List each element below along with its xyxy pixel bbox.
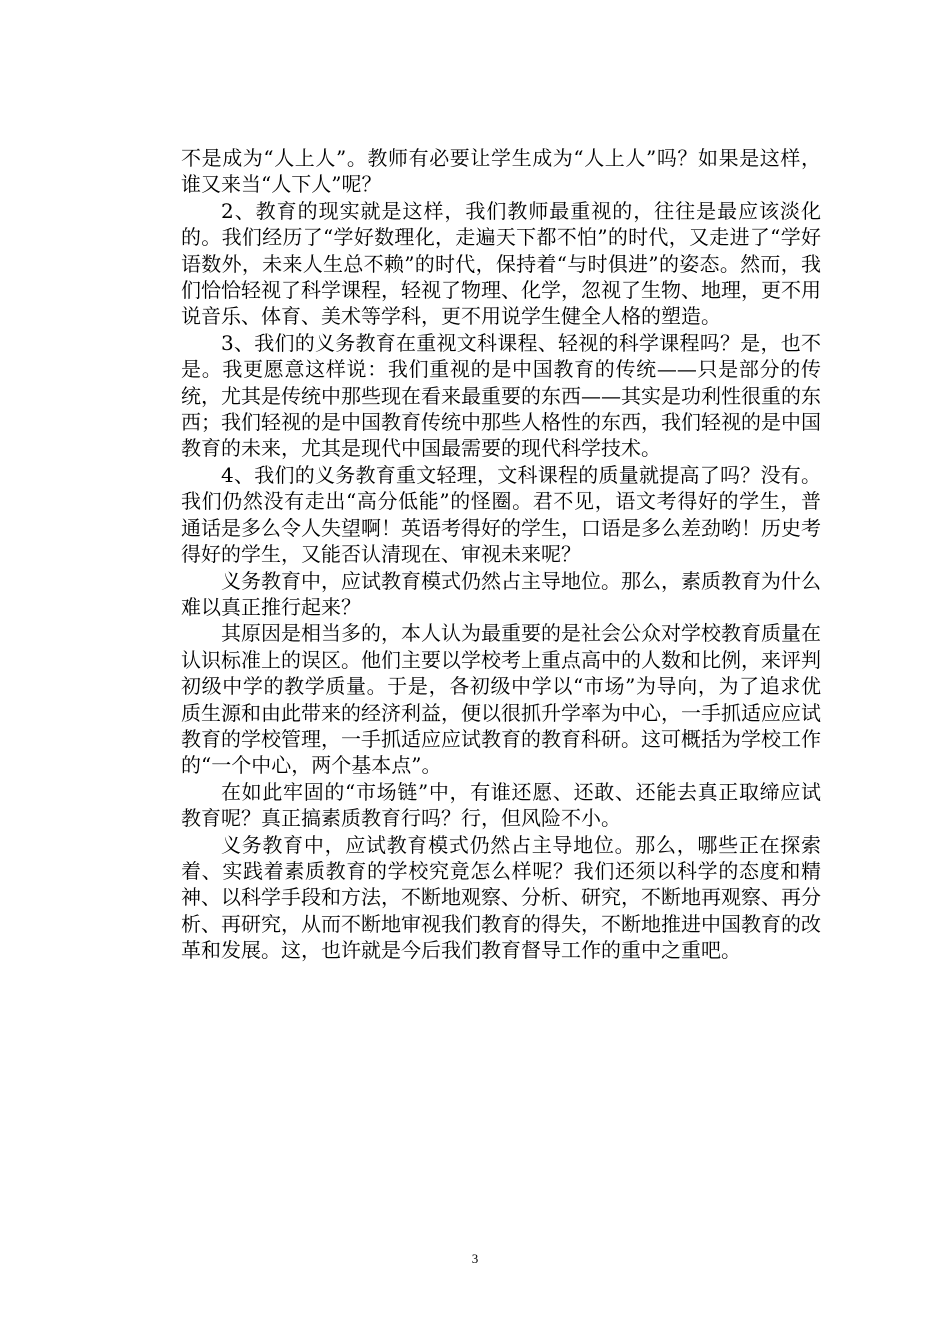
paragraph-point-4: 4、我们的义务教育重文轻理，文科课程的质量就提高了吗？没有。我们仍然没有走出“高分低能”的怪圈。君不见，语文考得好的学生，普通话是多么令人失望啊！英语考得好的学生，口语是多么差劲哟！历史考得好的学生，又能否认清现在、审视未来呢？ (181, 462, 821, 567)
paragraph-reasons: 其原因是相当多的，本人认为最重要的是社会公众对学校教育质量在认识标准上的误区。他们主要以学校考上重点高中的人数和比例，来评判初级中学的教学质量。于是，各初级中学以“市场”为导向，为了追求优质生源和由此带来的经济利益，便以很抓升学率为中心，一手抓适应应试教育的学校管理，一手抓适应应试教育的教育科研。这可概括为学校工作的“一个中心，两个基本点”。 (181, 621, 821, 778)
paragraph-continuation: 不是成为“人上人”。教师有必要让学生成为“人上人”吗？如果是这样，谁又来当“人下人”呢？ (181, 146, 821, 197)
paragraph-point-3: 3、我们的义务教育在重视文科课程、轻视的科学课程吗？是，也不是。我更愿意这样说：我们重视的是中国教育的传统——只是部分的传统，尤其是传统中那些现在看来最重要的东西——其实是功利性很重的东西；我们轻视的是中国教育传统中那些人格性的东西，我们轻视的是中国教育的未来，尤其是现代中国最需要的现代科学技术。 (181, 330, 821, 461)
page-number: 3 (471, 1251, 479, 1266)
paragraph-exam-dominance-question: 义务教育中，应试教育模式仍然占主导地位。那么，素质教育为什么难以真正推行起来？ (181, 568, 821, 619)
paragraph-conclusion: 义务教育中，应试教育模式仍然占主导地位。那么，哪些正在探索着、实践着素质教育的学校究竟怎么样呢？我们还须以科学的态度和精神、以科学手段和方法，不断地观察、分析、研究，不断地再观察、再分析、再研究，从而不断地审视我们教育的得失，不断地推进中国教育的改革和发展。这，也许就是今后我们教育督导工作的重中之重吧。 (181, 832, 821, 963)
document-body (181, 145, 821, 964)
paragraph-point-2: 2、教育的现实就是这样，我们教师最重视的，往往是最应该淡化的。我们经历了“学好数理化，走遍天下都不怕”的时代，又走进了“学好语数外，未来人生总不赖”的时代，保持着“与时俱进”的姿态。然而，我们恰恰轻视了科学课程，轻视了物理、化学，忽视了生物、地理，更不用说音乐、体育、美术等学科，更不用说学生健全人格的塑造。 (181, 198, 821, 329)
paragraph-market-chain: 在如此牢固的“市场链”中，有谁还愿、还敢、还能去真正取缔应试教育呢？真正搞素质教育行吗？行，但风险不小。 (181, 779, 821, 831)
